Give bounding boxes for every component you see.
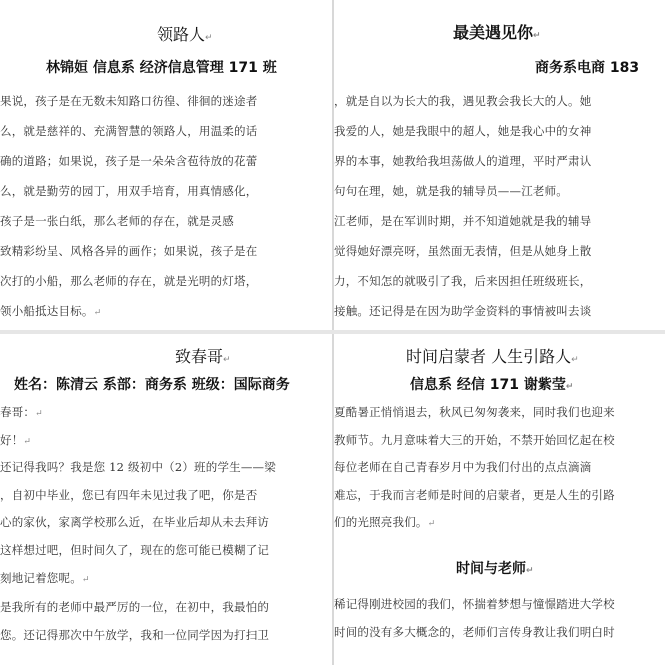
- essay-title: 领路人↵: [157, 25, 213, 44]
- paragraph-line: 稀记得刚进校园的我们，怀揣着梦想与憧憬踏进大学校: [334, 597, 615, 611]
- essay-title: 时间启蒙者 人生引路人↵: [406, 347, 579, 366]
- paragraph-line: 夏酷暑正悄悄退去，秋风已匆匆袭来，同时我们也迎来: [334, 405, 615, 419]
- essay-author-line: 林锦姮 信息系 经济信息管理 171 班: [46, 60, 277, 76]
- paragraph-line: 是我所有的老师中最严厉的一位，在初中，我最怕的: [0, 600, 270, 614]
- paragraph-line: ，自初中毕业，您已有四年未见过我了吧，你是否: [0, 488, 258, 502]
- paragraph-line: 们的光照亮我们。↵: [334, 515, 436, 529]
- essay-panel-leader: [0, 0, 332, 330]
- paragraph-line: 好！↵: [0, 433, 32, 447]
- paragraph-line: 每位老师在自己青春岁月中为我们付出的点点滴滴: [334, 460, 592, 474]
- essay-panel-letter: [0, 334, 332, 665]
- paragraph-line: 么，就是勤劳的园丁，用双手培育，用真情感化，: [0, 184, 258, 198]
- paragraph-line: 心的家伙，家离学校那么近，在毕业后却从未去拜访: [0, 515, 270, 529]
- paragraph-line: 接触。还记得是在因为助学金资料的事情被叫去谈: [334, 304, 592, 318]
- paragraph-line: 致精彩纷呈、风格各异的画作；如果说，孩子是在: [0, 244, 258, 258]
- paragraph-line: 刻地记着您呢。↵: [0, 571, 90, 585]
- paragraph-line: ，就是自以为长大的我，遇见教会我长大的人。她: [334, 94, 592, 108]
- paragraph-line: 觉得她好漂亮呀，虽然面无表情，但是从她身上散: [334, 244, 592, 258]
- paragraph-line: 么，就是慈祥的、充满智慧的领路人，用温柔的话: [0, 124, 258, 138]
- essay-panel-enlightener: [334, 334, 665, 665]
- paragraph-line: 还记得我吗？我是您 12 级初中（2）班的学生——梁: [0, 460, 276, 474]
- essay-title: 最美遇见你↵: [453, 23, 541, 42]
- paragraph-line: 界的本事，她教给我坦荡做人的道理，平时严肃认: [334, 154, 592, 168]
- paragraph-line: 这样想过吧，但时间久了，现在的您可能已模糊了记: [0, 543, 270, 557]
- essay-title: 致春哥↵: [175, 347, 231, 366]
- paragraph-line: 果说，孩子是在无数未知路口彷徨、徘徊的迷途者: [0, 94, 258, 108]
- paragraph-line: 您。还记得那次中午放学，我和一位同学因为打扫卫: [0, 628, 270, 642]
- paragraph-line: 次打的小船，那么老师的存在，就是光明的灯塔，: [0, 274, 258, 288]
- paragraph-line: 句句在理，她，就是我的辅导员——江老师。: [334, 184, 568, 198]
- paragraph-line: 力，不知怎的就吸引了我，后来因担任班级班长，: [334, 274, 592, 288]
- paragraph-line: 时间的没有多大概念的，老师们言传身教让我们明白时: [334, 625, 615, 639]
- paragraph-line: 我爱的人，她是我眼中的超人，她是我心中的女神: [334, 124, 592, 138]
- section-heading: 时间与老师↵: [456, 561, 534, 577]
- paragraph-line: 孩子是一张白纸，那么老师的存在，就是灵感: [0, 214, 234, 228]
- paragraph-line: 江老师，是在军训时期，并不知道她就是我的辅导: [334, 214, 592, 228]
- paragraph-line: 领小船抵达目标。↵: [0, 304, 102, 318]
- essay-panel-meet-you: [334, 0, 665, 330]
- essay-author-line: 信息系 经信 171 谢紫莹↵: [410, 377, 574, 393]
- paragraph-line: 难忘，于我而言老师是时间的启蒙者，更是人生的引路: [334, 488, 615, 502]
- essay-author-line: 商务系电商 183: [535, 60, 640, 76]
- paragraph-line: 教师节。九月意味着大三的开始，不禁开始回忆起在校: [334, 433, 615, 447]
- paragraph-line: 确的道路；如果说，孩子是一朵朵含苞待放的花蕾: [0, 154, 258, 168]
- paragraph-line: 春哥：↵: [0, 405, 43, 419]
- essay-author-line: 姓名：陈清云 系部：商务系 班级：国际商务: [14, 377, 290, 393]
